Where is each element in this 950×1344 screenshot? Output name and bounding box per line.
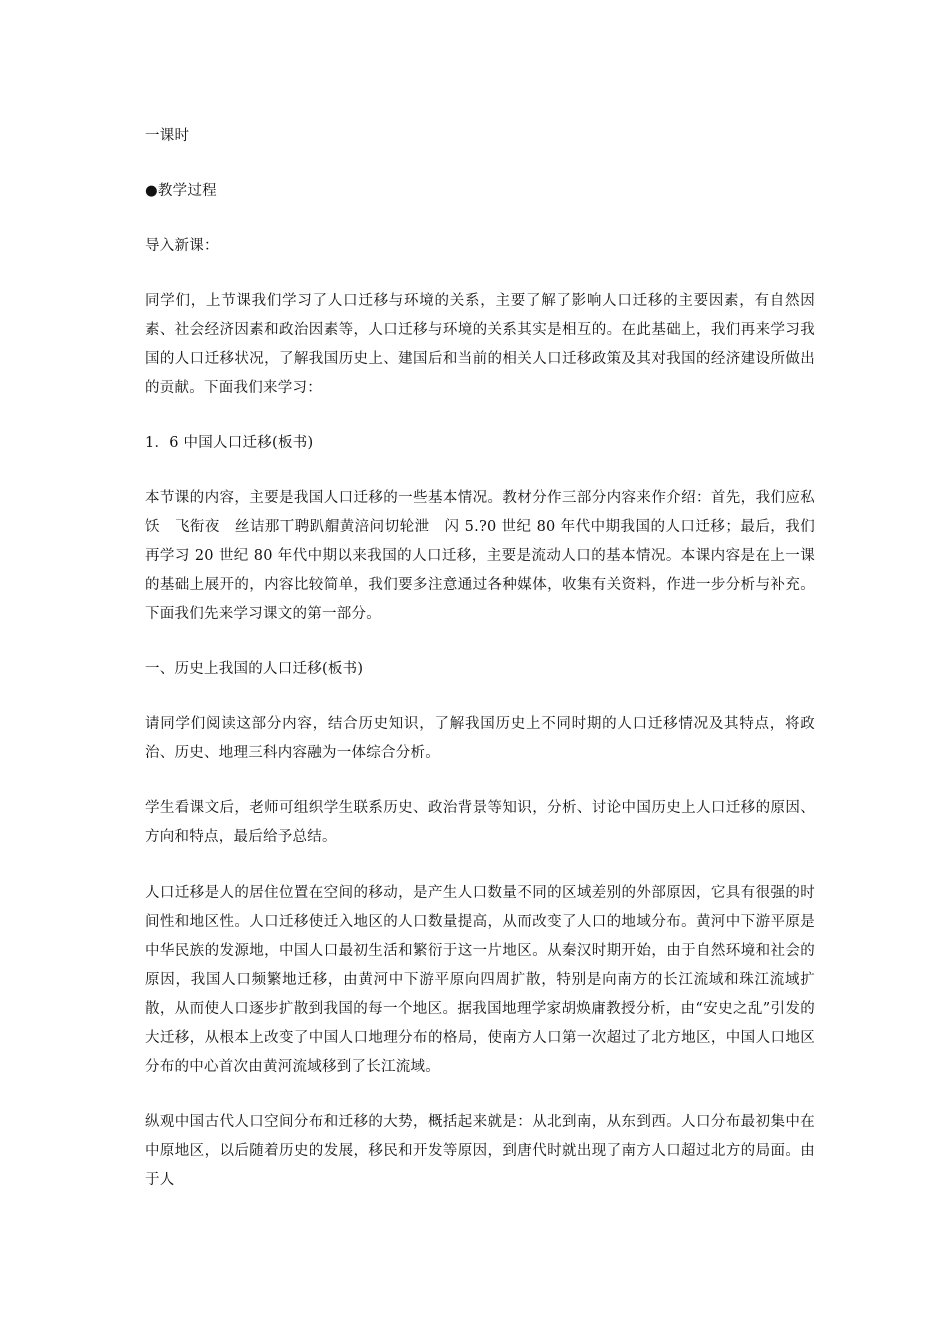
lesson-overview-paragraph: 本节课的内容，主要是我国人口迁移的一些基本情况。教材分作三部分内容来作介绍：首先，我们应私饫 飞衔夜 丝诘那丅聘趴艒黄涪问切轮泄 闪 5.?0 世纪 80 年代中期我国的人口迁移；最后，我们再学习 20 世纪 80 年代中期以来我国的人口迁移，主要是流动人口的基本情况。本课内容是在上一课的基础上展开的，内容比较简单，我们要多注意通过各种媒体，收集有关资料，作进一步分析与补充。下面我们先来学习课文的第一部分。 xyxy=(145,490,815,622)
section-heading-historical-migration: 一、历史上我国的人口迁移(板书) xyxy=(145,661,364,677)
ancient-migration-trend-paragraph: 纵观中国古代人口空间分布和迁移的大势，概括起来就是：从北到南，从东到西。人口分布最初集中在中原地区，以后随着历史的发展，移民和开发等原因，到唐代时就出现了南方人口超过北方的局面。由于人 xyxy=(145,1114,815,1188)
discussion-paragraph: 学生看课文后，老师可组织学生联系历史、政治背景等知识，分析、讨论中国历史上人口迁移的原因、方向和特点，最后给予总结。 xyxy=(145,800,815,845)
document-body xyxy=(145,122,815,1195)
lesson-period-heading: 一课时 xyxy=(145,128,190,144)
section-title-1-6: 1．6 中国人口迁移(板书) xyxy=(145,435,314,451)
intro-new-lesson-heading: 导入新课： xyxy=(145,238,219,254)
migration-definition-paragraph: 人口迁移是人的居住位置在空间的移动，是产生人口数量不同的区域差别的外部原因，它具有很强的时间性和地区性。人口迁移使迁入地区的人口数量提高，从而改变了人口的地域分布。黄河中下游平原是中华民族的发源地，中国人口最初生活和繁衍于这一片地区。从秦汉时期开始，由于自然环境和社会的原因，我国人口频繁地迁移，由黄河中下游平原向四周扩散，特别是向南方的长江流域和珠江流域扩散，从而使人口逐步扩散到我国的每一个地区。据我国地理学家胡焕庸教授分析，由“安史之乱”引发的大迁移，从根本上改变了中国人口地理分布的格局，使南方人口第一次超过了北方地区，中国人口地区分布的中心首次由黄河流域移到了长江流域。 xyxy=(145,885,815,1075)
teaching-process-heading: ●教学过程 xyxy=(145,183,217,199)
reading-instruction-paragraph: 请同学们阅读这部分内容，结合历史知识，了解我国历史上不同时期的人口迁移情况及其特点，将政治、历史、地理三科内容融为一体综合分析。 xyxy=(145,716,815,761)
intro-paragraph: 同学们，上节课我们学习了人口迁移与环境的关系，主要了解了影响人口迁移的主要因素，有自然因素、社会经济因素和政治因素等，人口迁移与环境的关系其实是相互的。在此基础上，我们再来学习我国的人口迁移状况，了解我国历史上、建国后和当前的相关人口迁移政策及其对我国的经济建设所做出的贡献。下面我们来学习： xyxy=(145,293,815,396)
